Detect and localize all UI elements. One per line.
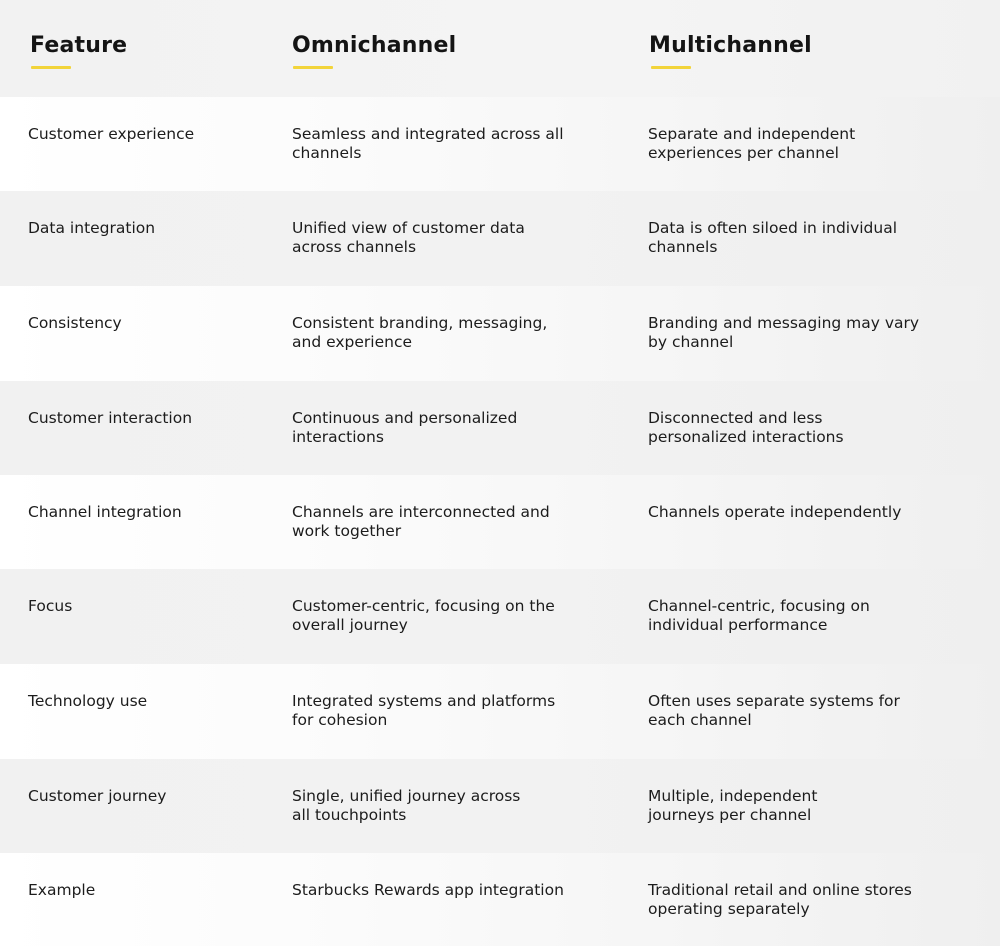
omnichannel-cell: Integrated systems and platforms for cohesion xyxy=(292,692,556,729)
feature-cell: Customer interaction xyxy=(28,409,193,427)
feature-cell: Channel integration xyxy=(28,503,182,521)
table-header xyxy=(0,0,1000,97)
table-row xyxy=(0,853,1000,946)
multichannel-cell: Disconnected and less personalized interactions xyxy=(648,409,844,446)
feature-cell: Data integration xyxy=(28,219,156,237)
table-row xyxy=(0,475,1000,570)
omnichannel-cell: Starbucks Rewards app integration xyxy=(292,881,564,899)
feature-cell: Customer experience xyxy=(28,125,195,143)
header-feature-underline xyxy=(31,66,71,69)
header-multichannel-underline xyxy=(651,66,691,69)
table-row xyxy=(0,664,1000,759)
omnichannel-cell: Channels are interconnected and work together xyxy=(292,503,550,540)
header-feature: Feature xyxy=(30,33,128,58)
omnichannel-cell: Consistent branding, messaging, and experience xyxy=(292,314,548,351)
table-row xyxy=(0,286,1000,381)
omnichannel-cell: Customer-centric, focusing on the overall journey xyxy=(292,597,555,634)
feature-cell: Consistency xyxy=(28,314,122,332)
header-multichannel: Multichannel xyxy=(649,33,812,58)
multichannel-cell: Multiple, independent journeys per channel xyxy=(648,787,818,824)
header-omnichannel-underline xyxy=(293,66,333,69)
table-row xyxy=(0,759,1000,854)
table-row xyxy=(0,381,1000,476)
multichannel-cell: Channels operate independently xyxy=(648,503,902,521)
table-row xyxy=(0,97,1000,192)
multichannel-cell: Channel-centric, focusing on individual performance xyxy=(648,597,870,634)
header-omnichannel: Omnichannel xyxy=(292,33,457,58)
multichannel-cell: Separate and independent experiences per channel xyxy=(648,125,856,162)
multichannel-cell: Branding and messaging may vary by channel xyxy=(648,314,920,351)
feature-cell: Customer journey xyxy=(28,787,167,805)
feature-cell: Focus xyxy=(28,597,73,615)
table-row xyxy=(0,569,1000,664)
omnichannel-cell: Single, unified journey across all touchpoints xyxy=(292,787,521,824)
feature-cell: Technology use xyxy=(28,692,148,710)
table-row xyxy=(0,191,1000,286)
multichannel-cell: Data is often siloed in individual channels xyxy=(648,219,898,256)
omnichannel-cell: Unified view of customer data across channels xyxy=(292,219,525,256)
feature-cell: Example xyxy=(28,881,96,899)
multichannel-cell: Often uses separate systems for each channel xyxy=(648,692,900,729)
omnichannel-cell: Seamless and integrated across all channels xyxy=(292,125,564,162)
multichannel-cell: Traditional retail and online stores operating separately xyxy=(648,881,912,918)
omnichannel-cell: Continuous and personalized interactions xyxy=(292,409,518,446)
